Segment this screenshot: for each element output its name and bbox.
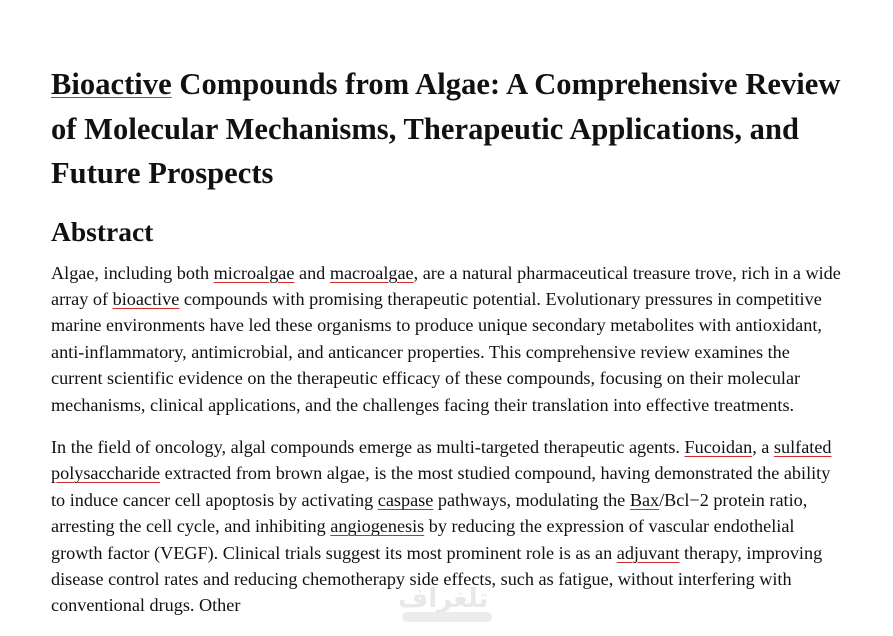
text-run: Algae, including both <box>51 262 214 283</box>
text-run: by reducing the expression of vascular endothelial growth factor (VEGF). Clinical trials suggest its most prominent role is as an <box>51 516 795 563</box>
text-run: , are a natural pharmaceutical treasure trove, rich in a wide array of <box>51 262 841 309</box>
text-run: Compounds from Algae: A Comprehensive Review of Molecular Mechanisms, Therapeutic Applications, and Future Prospects <box>51 67 841 190</box>
abstract-heading: Abstract <box>51 215 154 247</box>
text-run: compounds with promising therapeutic potential. Evolutionary pressures in competitive marine environments have led these organisms to produce unique secondary metabolites with antioxidant, anti-inflammatory, antimicrobial, and anticancer properties. This comprehensive review examines the current scientific evidence on the therapeutic efficacy of these compounds, focusing on their molecular mechanisms, clinical applications, and the challenges facing their translation into effective treatments. <box>51 288 822 415</box>
abstract-paragraph-2 <box>51 434 841 619</box>
text-run: In the field of oncology, algal compounds emerge as multi-targeted therapeutic agents. <box>51 436 685 457</box>
spellcheck-flagged-word: adjuvant <box>616 542 680 563</box>
document-page <box>51 62 841 619</box>
text-run: therapy, improving disease control rates and reducing chemotherapy side effects, such as fatigue, without interfering with conventional drugs. Other <box>51 542 823 616</box>
spellcheck-flagged-word: Fucoidan <box>684 436 753 457</box>
spellcheck-flagged-word: Bax <box>629 489 660 510</box>
text-run: /Bcl−2 protein ratio, arresting the cell cycle, and inhibiting <box>51 489 808 537</box>
spellcheck-flagged-word: microalgae <box>213 262 295 283</box>
text-run: and <box>294 262 330 283</box>
spellcheck-flagged-word: macroalgae <box>329 262 414 283</box>
spellcheck-flagged-word: polysaccharide <box>51 463 161 484</box>
spellcheck-flagged-word: caspase <box>377 489 434 510</box>
spellcheck-flagged-word: angiogenesis <box>330 516 425 537</box>
spellcheck-flagged-word: bioactive <box>112 288 180 309</box>
abstract-paragraph-1 <box>51 260 841 418</box>
spellcheck-flagged-word: sulfated <box>773 436 832 457</box>
document-title <box>51 62 841 196</box>
text-run: pathways, modulating the <box>433 489 630 510</box>
watermark-logo-mark: ﺗﻠﻐﺮﺍﻑ <box>398 584 489 614</box>
text-run: extracted from brown algae, is the most studied compound, having demonstrated the ability to induce cancer cell apoptosis by activating <box>51 463 831 510</box>
text-run: , a <box>752 436 774 457</box>
spellcheck-flagged-word: Bioactive <box>51 67 172 101</box>
